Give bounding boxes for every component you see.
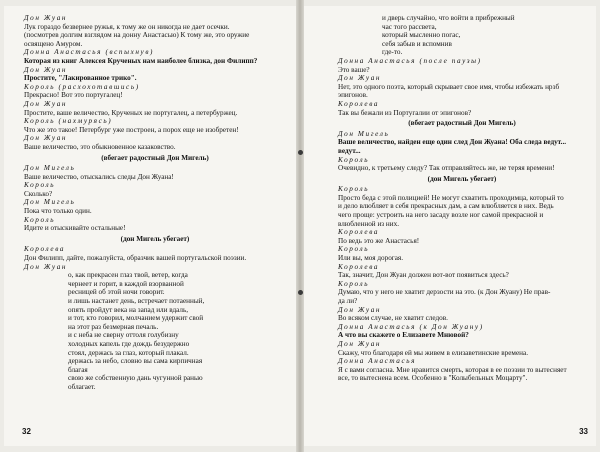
speaker-name: Король (нахмурясь) xyxy=(24,117,113,126)
text-line: освящено Амуром. xyxy=(24,39,83,48)
text-line: опять пройдут века на запад или вдаль, xyxy=(68,305,189,314)
binding-hole xyxy=(298,150,303,155)
text-line: Что же это такое! Петербург уже построен, а порох еще не изобретен! xyxy=(24,125,239,134)
speaker-name: Дон Жуан xyxy=(24,65,68,74)
book-gutter xyxy=(296,0,304,452)
speaker-name: Дон Жуан xyxy=(24,99,68,108)
speaker-name: Королева xyxy=(338,99,380,108)
right-page xyxy=(304,6,596,446)
speaker-name: Король xyxy=(338,155,370,164)
text-line: эпигонов. xyxy=(338,91,368,100)
text-line: Ваше величество, найден еще один след Дон Жуана! Оба следа ведут... xyxy=(338,138,567,147)
text-line: Которая из книг Алексея Крученых нам наиболее близка, дон Филипп? xyxy=(24,56,258,65)
speaker-name: Королева xyxy=(338,262,380,271)
text-line: Я с вами согласна. Мне нравится смерть, которая в ее поэзии то вытесняет xyxy=(338,365,567,374)
text-line: чернеет и горит, в каждой взорванной xyxy=(68,279,184,288)
text-line: и дело влюбляет в себя прекрасных дам, а сам влюбляется в них. Ведь xyxy=(338,202,554,211)
text-line: Простите, "Лакированное трико". xyxy=(24,74,137,83)
left-page xyxy=(4,6,296,446)
left-page-text xyxy=(24,14,286,392)
speaker-name: Дон Мигель xyxy=(338,129,390,138)
speaker-name: Королева xyxy=(338,228,380,237)
text-line: благая xyxy=(68,365,88,374)
speaker-name: Донна Анастасья (после паузы) xyxy=(338,56,482,65)
text-line: (посмотрев долгим взглядом на донну Анастасью) К тому же, это оружие xyxy=(24,31,250,40)
text-line: ведут... xyxy=(338,146,361,155)
text-line: Нет, это одного поэта, который скрывает свое имя, чтобы избежать нрзб xyxy=(338,82,560,91)
speaker-name: Дон Мигель xyxy=(24,198,76,207)
text-line: и тот, кто говорил, молчанием удержит свой xyxy=(68,314,204,323)
text-line: Так вы бежали из Португалии от эпигонов? xyxy=(338,108,472,117)
stage-direction: (дон Мигель убегает) xyxy=(120,234,190,243)
speaker-name: Дон Жуан xyxy=(24,134,68,143)
text-line: Так, значит, Дон Жуан должен вот-вот появиться здесь? xyxy=(338,271,509,280)
text-line: на этот раз безмерная печаль. xyxy=(68,322,159,331)
speaker-name: Дон Жуан xyxy=(338,305,382,314)
speaker-name: Донна Анастасья (к Дон Жуану) xyxy=(338,322,484,331)
text-line: Скажу, что благодаря ей мы живем в елизаветинские времена. xyxy=(338,348,528,357)
text-line: чего проще: устроить на него засаду возле ног самой прекрасной и xyxy=(338,211,544,220)
text-line: Лук гораздо безвернее ружья, к тому же он никогда не дает осечки. xyxy=(24,22,230,31)
text-line: Дон Филипп, дайте, пожалуйста, образчик вашей португальской поэзии. xyxy=(24,254,247,263)
text-line: Во всяком случае, не хватит следов. xyxy=(338,314,448,323)
speaker-name: Донна Анастасья xyxy=(338,357,417,366)
text-line: все, то вытеснена всем. Особенно в "Колыбельных Моцарту". xyxy=(338,374,528,383)
text-line: где-то. xyxy=(382,48,403,57)
text-line: Это ваше? xyxy=(338,65,370,74)
text-line: свою же собственную дань чугунной ранью xyxy=(68,374,203,383)
text-line: держась за небо, словно вы сама кирпичная xyxy=(68,357,203,366)
text-line: и дверь случайно, что войти в прибрежный xyxy=(382,14,515,22)
text-line: да ли? xyxy=(338,297,358,305)
text-line: и с неба не сверну оттоля голубизну xyxy=(68,331,179,340)
text-line: Идите и отыскивайте остальные! xyxy=(24,224,126,233)
speaker-name: Дон Мигель xyxy=(24,164,76,173)
speaker-name: Дон Жуан xyxy=(24,14,68,22)
text-line: час того рассвета, xyxy=(382,22,437,31)
speaker-name: Король xyxy=(338,279,370,288)
text-line: стоял, держась за глаз, который плакал. xyxy=(68,348,189,357)
stage-direction: (вбегает радостный Дон Мигель) xyxy=(101,153,209,162)
text-line: влюбленной из них. xyxy=(338,219,400,228)
text-line: себя забыв и вспомнив xyxy=(382,39,452,48)
text-line: холодных капель где дождь безудержно xyxy=(68,339,190,348)
text-line: Простите, ваше величество, Крученых не португалец, а петербуржец. xyxy=(24,108,238,117)
speaker-name: Король xyxy=(24,215,56,224)
text-line: который мысленно погас, xyxy=(382,31,461,40)
text-line: и лишь настанет день, встречает потаенный, xyxy=(68,297,205,305)
stage-direction: (вбегает радостный Дон Мигель) xyxy=(408,119,516,128)
text-line: А что вы скажете о Елизавете Мнювой? xyxy=(338,331,469,340)
right-page-text xyxy=(338,14,586,383)
speaker-name: Донна Анастасья (вспыхнув) xyxy=(24,48,155,57)
text-line: Ваше величество, это обыкновенное казаковство. xyxy=(24,142,176,151)
left-page-number: 32 xyxy=(22,427,31,436)
speaker-name: Король xyxy=(24,181,56,190)
text-line: Сколько? xyxy=(24,189,53,198)
text-line: Или вы, моя дорогая. xyxy=(338,254,404,263)
text-line: Думаю, что у него не хватит дерзости на это. (к Дон Жуану) Не прав- xyxy=(338,288,551,297)
text-line: Очевидно, к третьему следу? Так отправляйтесь же, не теряя времени! xyxy=(338,164,555,173)
right-page-number: 33 xyxy=(579,427,588,436)
speaker-name: Король xyxy=(338,245,370,254)
text-line: Прекрасно! Вот это португалец! xyxy=(24,91,123,100)
stage-direction: (дон Мигель убегает) xyxy=(427,174,497,183)
text-line: о, как прекрасен глаз твой, ветер, когда xyxy=(68,271,188,280)
text-line: облагает. xyxy=(68,382,96,391)
text-line: Ваше величество, отыскались следы Дон Жуана! xyxy=(24,172,174,181)
speaker-name: Дон Жуан xyxy=(338,339,382,348)
binding-hole xyxy=(298,290,303,295)
speaker-name: Король xyxy=(338,185,370,194)
speaker-name: Дон Жуан xyxy=(338,74,382,83)
speaker-name: Королева xyxy=(24,245,66,254)
text-line: ресницей об этой ночи говорит. xyxy=(68,288,165,297)
text-line: Пока что только один. xyxy=(24,207,92,216)
text-line: Просто беда с этой полицией! Не могут схватить проходимца, который то xyxy=(338,193,564,202)
speaker-name: Король (расхохотавшись) xyxy=(24,82,140,91)
speaker-name: Дон Жуан xyxy=(24,262,68,271)
text-line: По ведь это же Анастасья! xyxy=(338,236,420,245)
